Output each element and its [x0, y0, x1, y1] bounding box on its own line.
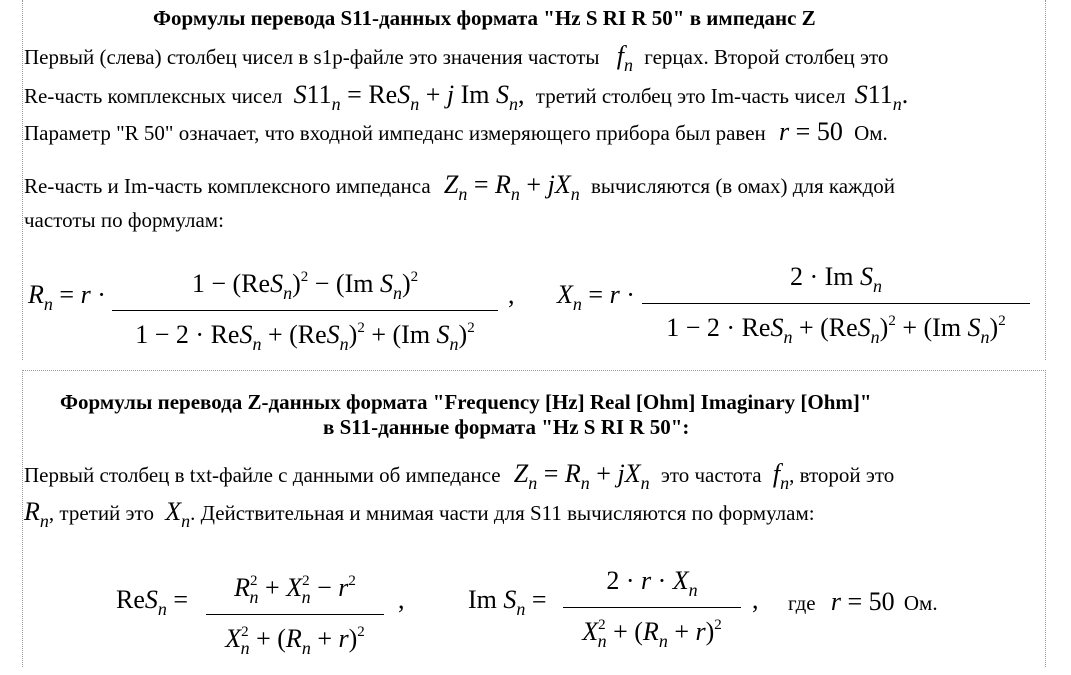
text-fragment: где [788, 591, 816, 615]
math-fn: $f_n$ [616, 41, 633, 75]
formula-rn-numerator: $1 - (ReS_n)^2 - (Im$ $S_n)^2$ [191, 269, 419, 303]
formula-comma: , [508, 280, 515, 309]
section1-title: Формулы перевода S11-данных формата "Hz S RI R 50" в импеданс Z [153, 6, 816, 30]
formula-xn-fraction [642, 260, 1030, 354]
formula-imsn-lhs: Im $S_n$ = [468, 585, 547, 619]
text-fragment: Первый (слева) столбец чисел в s1p-файле это значения частоты [24, 45, 600, 69]
formula-resn-fraction [206, 564, 384, 665]
page-border-right-2 [1045, 372, 1046, 667]
formula-resn-denominator: $X^2_n + (R_n + r)^2$ [225, 624, 365, 658]
math-xn: $X_n$ [165, 497, 191, 531]
section1-paragraph-line4 [24, 170, 895, 206]
section1-paragraph-line5: частоты по формулам: [24, 208, 224, 232]
section2-title-line1: Формулы перевода Z-данных формата "Frequency [Hz] Real [Ohm] Imaginary [Ohm]" [60, 390, 872, 414]
math-zn: $Z_n = R_n + jX_n$ [443, 170, 580, 204]
text-fragment: это частота [660, 463, 762, 487]
section2-where-clause [788, 587, 938, 616]
formula-rn-fraction [112, 260, 498, 361]
page-border-right [1045, 0, 1046, 360]
formula-imsn-fraction [563, 564, 741, 658]
text-fragment: герцах. Второй столбец это [644, 45, 889, 69]
text-fragment: Первый столбец в txt-файле с данными об импедансе [24, 463, 501, 487]
formula-rn-denominator: $1 - 2 \cdot ReS_n + (ReS_n)^2 + (Im$ $S_n)^2$ [135, 320, 475, 354]
math-r50: r = 50 [779, 117, 843, 146]
formula-xn-numerator: 2 · Im $S_n$ [789, 262, 883, 296]
text-fragment: , второй это [789, 463, 895, 487]
formula-xn-denominator: $1 - 2 \cdot ReS_n + (ReS_n)^2 + (Im$ $S_n)^2$ [666, 313, 1006, 347]
section1-paragraph-line3 [24, 117, 888, 146]
section1-paragraph-line1 [24, 41, 889, 77]
page-border-left-2 [22, 372, 23, 667]
section2-paragraph-line1 [24, 459, 895, 495]
text-fragment: вычисляются (в омах) для каждой [590, 174, 895, 198]
formula-comma: , [752, 585, 759, 614]
text-fragment: третий столбец это Im-часть чисел [535, 84, 846, 108]
math-zn: $Z_n = R_n + jX_n$ [513, 459, 650, 493]
section2-title-line2: в S11-данные формата "Hz S RI R 50": [323, 415, 690, 439]
formula-imsn-numerator: $2 \cdot r \cdot X_n$ [606, 566, 698, 600]
formula-comma: , [398, 585, 405, 614]
formula-resn-numerator: $R^2_n + X^2_n - r^2$ [234, 573, 356, 607]
text-fragment: Параметр "R 50" означает, что входной импеданс измеряющего прибора был равен [24, 121, 766, 145]
formula-resn-lhs: ReS$_n$ = [116, 585, 189, 619]
math-fn: $f_n$ [772, 459, 790, 493]
math-rn: $R_n$ [24, 497, 49, 531]
text-fragment: Ом. [903, 591, 938, 615]
text-fragment: Ом. [854, 121, 888, 145]
formula-imsn-denominator: $X^2_n + (R_n + r)^2$ [582, 617, 722, 651]
math-r50: r = 50 [830, 587, 895, 616]
section1-paragraph-line2 [24, 80, 909, 116]
text-fragment: . Действительная и мнимая части для S11 вычисляются по формулам: [190, 501, 815, 525]
math-s11-def: $S11_n = ReS_n + j$ Im $S_n$, [293, 80, 525, 114]
text-fragment: Re-часть комплексных чисел [24, 84, 283, 108]
section-separator [22, 370, 1046, 371]
formula-rn-lhs: $R_n = r$ · [28, 280, 106, 314]
section2-paragraph-line2 [24, 497, 815, 533]
text-fragment: , третий это [48, 501, 154, 525]
text-fragment: Re-часть и Im-часть комплексного импеданса [24, 174, 431, 198]
page-border-left [22, 0, 23, 360]
math-s11: $S11_n$. [854, 80, 909, 114]
formula-xn-lhs: $X_n = r$ · [557, 280, 635, 314]
